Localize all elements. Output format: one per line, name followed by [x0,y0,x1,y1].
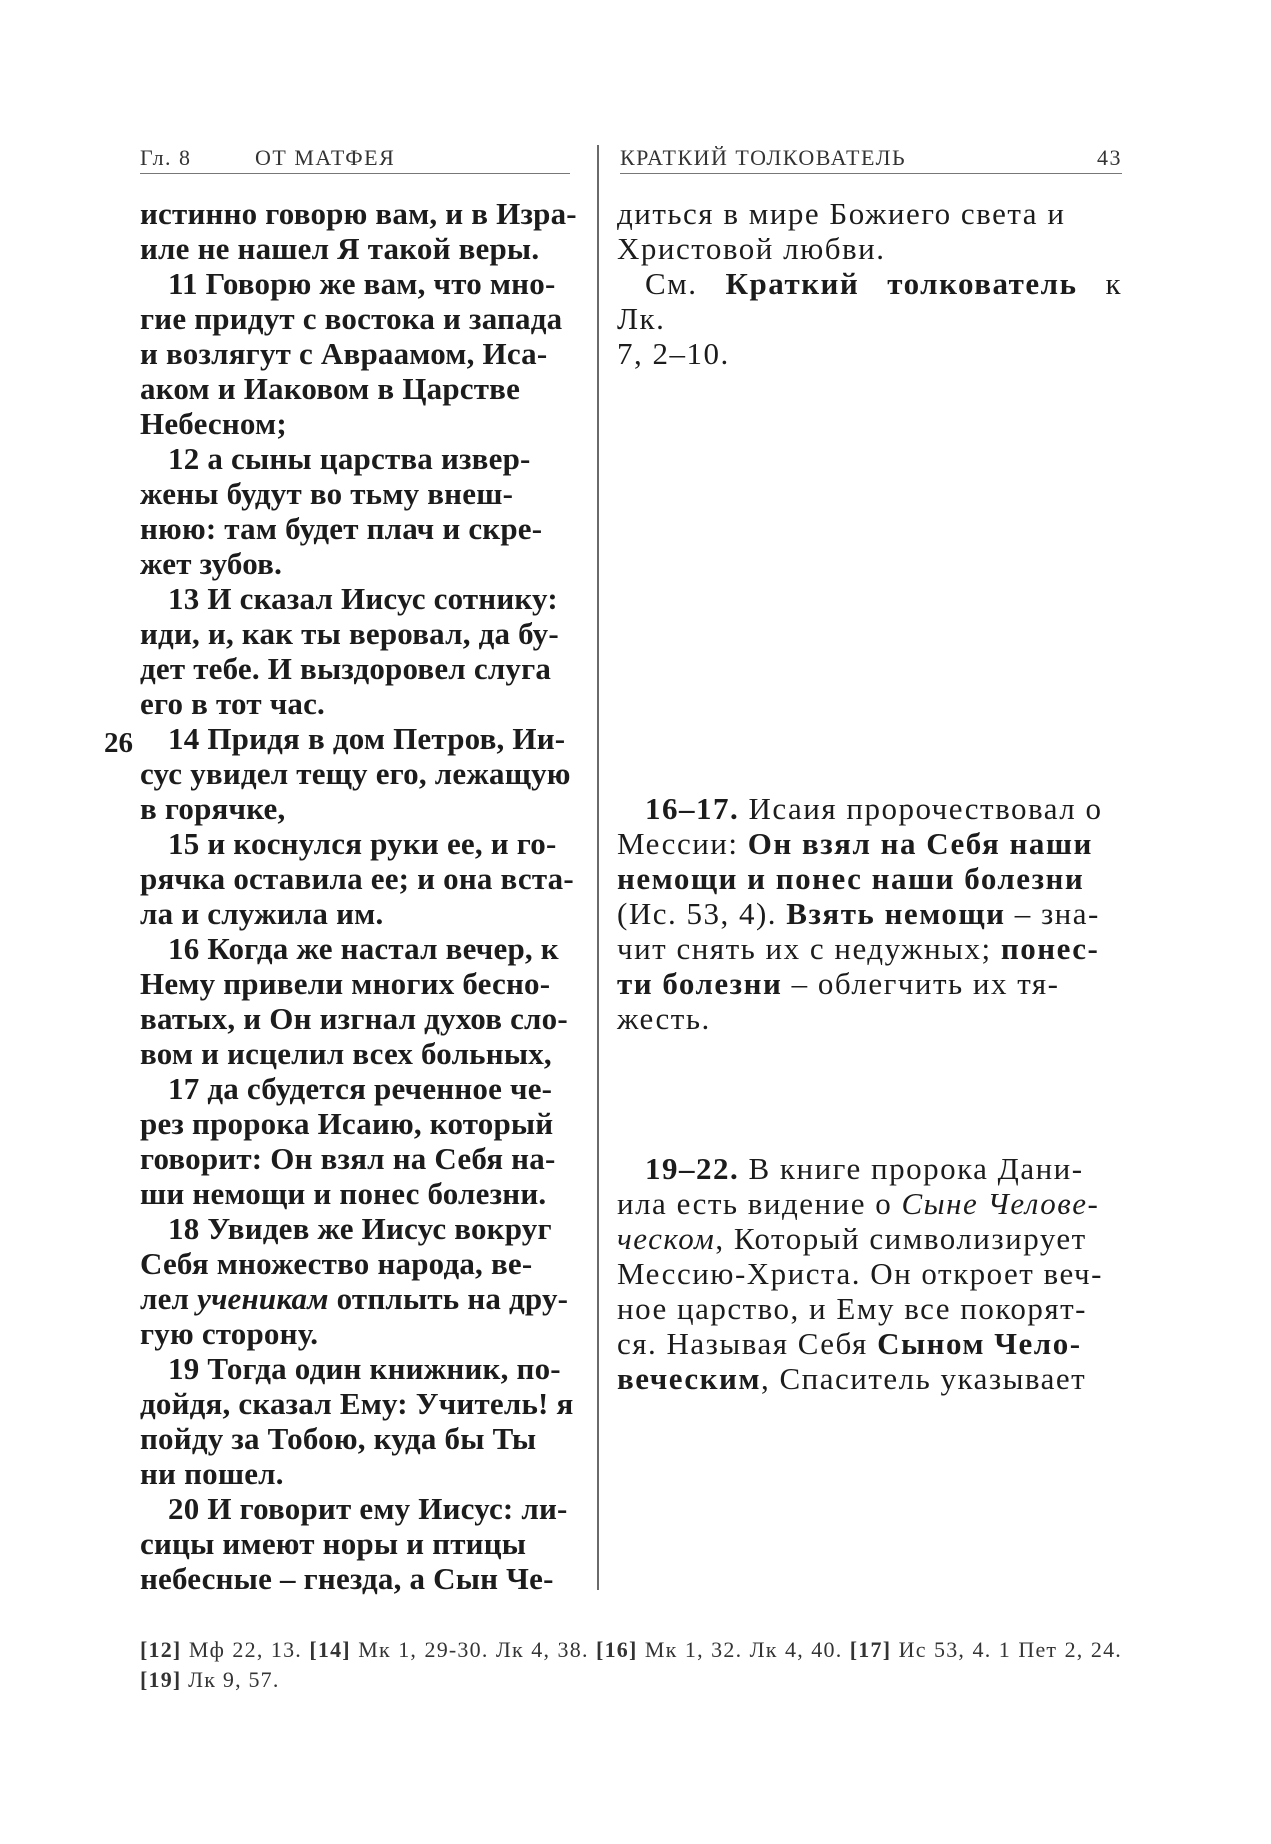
text-line: небесные – гнезда, а Сын Че- [140,1561,554,1596]
text-line [617,1326,1122,1361]
text-line: аком и Иаковом в Царстве [140,371,521,406]
text-line [617,1151,1122,1186]
text-line: 7, 2–10. [617,336,730,371]
text-line: жет зубов. [140,546,283,581]
verse-ref: 16–17. [645,791,740,826]
footnote-text: Ис 53, 4. 1 Пет 2, 24. [898,1637,1122,1662]
text-line: диться в мире Божиего света и [617,196,1066,231]
footnote-key: [16] [596,1637,638,1662]
text-line [617,931,1122,966]
text-line [617,1361,1122,1396]
text-line: гую сторону. [140,1316,319,1351]
text-run: лел [140,1281,190,1316]
text-line: сицы имеют норы и птицы [140,1526,527,1561]
text-line: Небесном; [140,406,287,441]
bold-term: Краткий толкователь [725,266,1078,301]
footnote-text: Мк 1, 32. Лк 4, 40. [644,1637,843,1662]
text-line [617,896,1122,931]
running-header-left [140,137,570,174]
text-run: , Спаситель указывает [760,1361,1087,1396]
footnote-text: Мф 22, 13. [188,1637,302,1662]
text-run: – облегчить их тя- [791,966,1060,1001]
commentary-title: КРАТКИЙ ТОЛКОВАТЕЛЬ [620,145,907,170]
running-header-right [620,137,1122,174]
footnote-text: Мк 1, 29-30. Лк 4, 38. [358,1637,589,1662]
text-line: Мессию-Христа. Он откроет веч- [617,1256,1103,1291]
text-line: пойду за Тобою, куда бы Ты [140,1421,537,1456]
text-run: отплыть на дру- [336,1281,569,1316]
italic-word: ученикам [197,1281,329,1316]
text-line: ши немощи и понес болезни. [140,1176,547,1211]
commentary-column [617,196,1122,371]
bold-term: понес- [1000,931,1100,966]
text-line: иди, и, как ты веровал, да бу- [140,616,559,651]
see-reference [617,266,1122,336]
verse-16: 16 Когда же настал вечер, к [168,931,559,966]
text-line: Нему привели многих бесно- [140,966,551,1001]
verse-15: 15 и коснулся руки ее, и го- [168,826,557,861]
text-line: ни пошел. [140,1456,284,1491]
footnote-text: Лк 9, 57. [188,1667,280,1692]
text-line: жесть. [617,1001,711,1036]
text-line [617,1186,1122,1221]
italic-term: ческом [617,1221,716,1256]
commentary-19-22 [617,1151,1122,1396]
text-line: истинно говорю вам, и в Изра- [140,196,577,231]
text-line [140,1281,578,1316]
italic-term: Сыне Человe- [901,1186,1100,1221]
text-run: ила есть видение о [617,1186,893,1221]
column-divider [597,145,599,1590]
text-line: иле не нашел Я такой веры. [140,231,540,266]
verse-ref: 19–22. [645,1151,740,1186]
text-run: , Который символизирует [715,1221,1087,1256]
bold-term: Взять немощи [786,896,1006,931]
text-line: его в тот час. [140,686,325,721]
verse-14: 14 Придя в дом Петров, Ии- [168,721,566,756]
commentary-16-17 [617,791,1122,1036]
text-line: дет тебе. И выздоровел слуга [140,651,552,686]
text-line: жены будут во тьму внеш- [140,476,514,511]
text-line: Себя множество народа, ве- [140,1246,533,1281]
verse-20: 20 И говорит ему Иисус: ли- [168,1491,568,1526]
page-number: 43 [1097,145,1122,170]
verse-13: 13 И сказал Иисус сотнику: [168,581,558,616]
text-run: чит снять их с недужных; [617,931,992,966]
footnote-key: [19] [140,1667,182,1692]
text-line: сус увидел тещу его, лежащую [140,756,571,791]
footnote-key: [12] [140,1637,182,1662]
footnote-key: [17] [849,1637,892,1662]
text-line: гие придут с востока и запада [140,301,563,336]
text-line: ватых, и Он изгнал духов сло- [140,1001,568,1036]
text-line: ла и служила им. [140,896,384,931]
text-line: рез пророка Исаию, который [140,1106,554,1141]
text-line: нюю: там будет плач и скре- [140,511,543,546]
text-line [617,1221,1122,1256]
scripture-column [140,196,578,1596]
footnotes [140,1635,1122,1695]
text-run: (Ис. 53, 4). [617,896,778,931]
text-run: Мессии: [617,826,739,861]
text-line: ное царство, и Ему все покорят- [617,1291,1088,1326]
text-line [617,791,1122,826]
book-title: ОТ МАТФЕЯ [255,145,396,170]
text-run: ся. Называя Себя [617,1326,868,1361]
text-line: в горячке, [140,791,286,826]
verse-11: 11 Говорю же вам, что мно- [168,266,556,301]
text-run: См. [645,266,698,301]
text-line: и возлягут с Авраамом, Иса- [140,336,548,371]
verse-12: 12 а сыны царства извер- [168,441,531,476]
bold-term: ти болезни [617,966,783,1001]
verse-19: 19 Тогда один книжник, по- [168,1351,561,1386]
bold-term: Сыном Чело- [877,1326,1082,1361]
text-run: – зна- [1014,896,1100,931]
text-run: Исаия пророчествовал о [748,791,1103,826]
margin-reading-number: 26 [104,727,133,759]
text-line: вом и исцелил всех больных, [140,1036,552,1071]
verse-18: 18 Увидев же Иисус вокруг [168,1211,552,1246]
footnote-key: [14] [309,1637,351,1662]
chapter-label: Гл. 8 [140,145,192,170]
bold-quote: Он взял на Себя наши [747,826,1093,861]
text-line: дойдя, сказал Ему: Учитель! я [140,1386,574,1421]
bold-term: веческим [617,1361,761,1396]
text-run: к Лк. [617,266,1123,336]
verse-17: 17 да сбудется реченное че- [168,1071,553,1106]
text-line: Христовой любви. [617,231,886,266]
text-run: В книге пророка Дани- [748,1151,1084,1186]
text-line: немощи и понес наши болезни [617,861,1085,896]
text-line [617,826,1122,861]
text-line: рячка оставила ее; и она вста- [140,861,574,896]
text-line: говорит: Он взял на Себя на- [140,1141,556,1176]
text-line [617,966,1122,1001]
